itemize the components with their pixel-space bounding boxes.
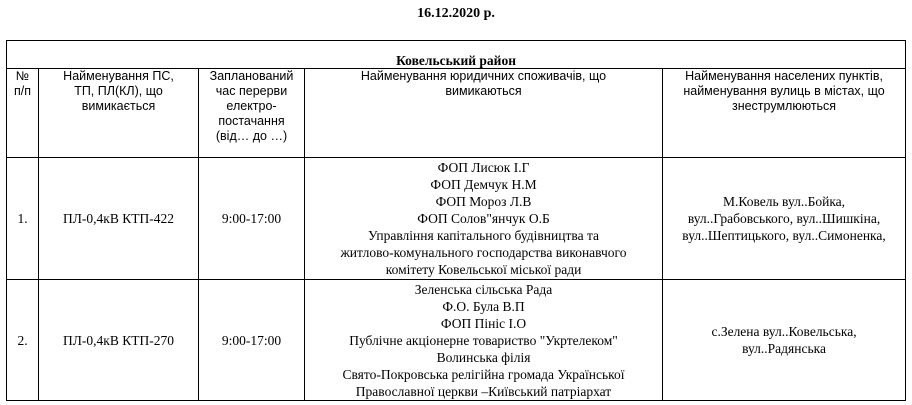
header-consumers: Найменування юридичних споживачів, що вимикаються	[305, 69, 663, 158]
row-localities: с.Зелена вул..Ковельська, вул..Радянська	[663, 280, 906, 401]
header-planned-time: Запланований час перерви електро- постачання (від… до …)	[199, 69, 305, 158]
row-number: 2.	[7, 280, 39, 401]
header-number: № п/п	[7, 69, 39, 158]
district-name: Ковельський район	[7, 41, 906, 69]
row-time: 9:00-17:00	[199, 280, 305, 401]
district-row	[7, 41, 906, 69]
row-line-name: ПЛ-0,4кВ КТП-422	[39, 158, 199, 280]
document-date: 16.12.2020 р.	[417, 6, 495, 21]
table-row	[7, 158, 906, 280]
header-line-name: Найменування ПС, ТП, ПЛ(КЛ), що вимикається	[39, 69, 199, 158]
table-row	[7, 280, 906, 401]
row-localities: М.Ковель вул..Бойка, вул..Грабовського, вул..Шишкіна, вул..Шептицького, вул..Симоненка,	[663, 158, 906, 280]
row-consumers: ФОП Лисюк І.Г ФОП Демчук Н.М ФОП Мороз Л.В ФОП Солов"янчук О.Б Управління капітального будівництва та житлово-комунального господарства виконавчого комітету Ковельської міської ради	[305, 158, 663, 280]
header-localities: Найменування населених пунктів, найменування вулиць в містах, що знеструмлюються	[663, 69, 906, 158]
row-time: 9:00-17:00	[199, 158, 305, 280]
row-line-name: ПЛ-0,4кВ КТП-270	[39, 280, 199, 401]
outage-schedule-table	[6, 40, 906, 401]
row-number: 1.	[7, 158, 39, 280]
header-row	[7, 69, 906, 158]
row-consumers: Зеленська сільська Рада Ф.О. Була В.П ФОП Пініс І.О Публічне акціонерне товариство "Укртелеком" Волинська філія Свято-Покровська релігійна громада Української Православної церкви –Київський патріархат	[305, 280, 663, 401]
